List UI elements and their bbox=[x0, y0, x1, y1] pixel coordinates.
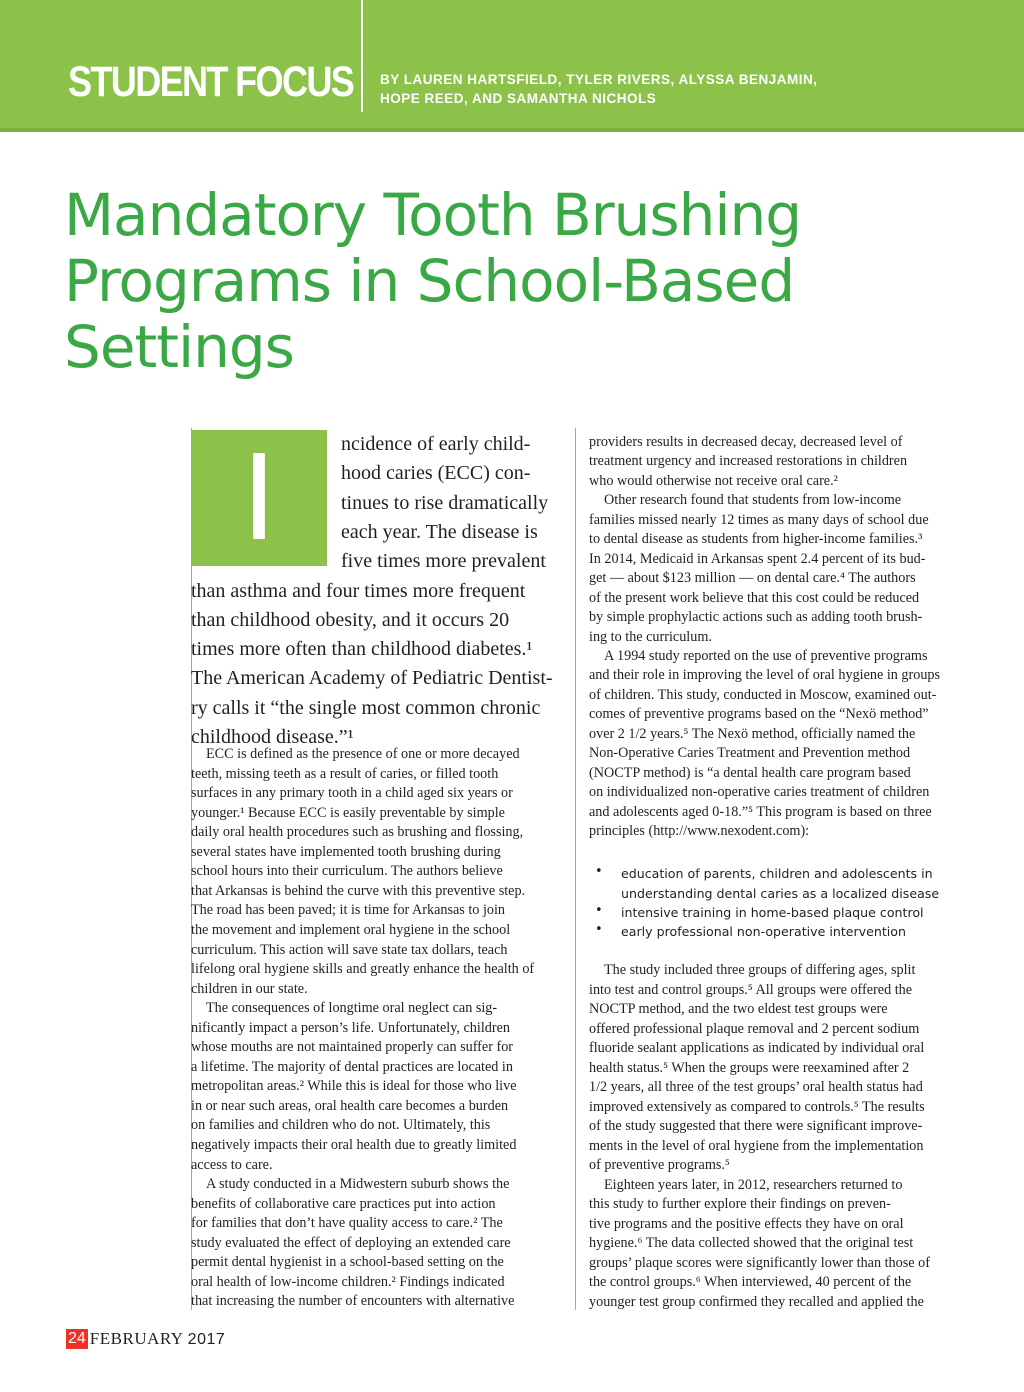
text-line: ncidence of early child- bbox=[341, 433, 531, 455]
issue-date bbox=[90, 1329, 225, 1349]
text-line: A 1994 study reported on the use of preventive programs bbox=[604, 647, 928, 664]
text-line: tive programs and the positive effects they have on oral bbox=[589, 1215, 904, 1232]
text-line: permit dental hygienist in a school-based setting on the bbox=[191, 1254, 504, 1271]
text-line: than childhood obesity, and it occurs 20 bbox=[191, 608, 510, 631]
bullet-item-text: understanding dental caries as a localized disease bbox=[621, 885, 940, 901]
text-line: 1/2 years, all three of the test groups’ oral health status had bbox=[589, 1079, 923, 1095]
text-line: families missed nearly 12 times as many days of school due bbox=[589, 511, 929, 528]
text-line: Eighteen years later, in 2012, researchers returned to bbox=[604, 1176, 903, 1193]
page-folio bbox=[66, 1327, 225, 1351]
text-line: get — about $123 million — on dental care.⁴ The authors bbox=[589, 570, 916, 587]
text-line: Other research found that students from low-income bbox=[604, 492, 902, 509]
text-line: over 2 1/2 years.⁵ The Nexö method, officially named the bbox=[589, 725, 916, 742]
bullet-item-text: education of parents, children and adolescents in bbox=[621, 866, 933, 881]
text-line: in or near such areas, oral health care becomes a burden bbox=[191, 1097, 509, 1114]
text-line: of children. This study, conducted in Moscow, examined out- bbox=[589, 686, 937, 703]
byline-line: BY LAUREN HARTSFIELD, TYLER RIVERS, ALYSSA BENJAMIN, bbox=[380, 72, 818, 87]
bullet-item-text: intensive training in home-based plaque control bbox=[621, 905, 924, 920]
text-line: ing to the curriculum. bbox=[589, 628, 712, 645]
text-line: childhood disease.”¹ bbox=[191, 726, 354, 748]
text-line: several states have implemented tooth brushing during bbox=[191, 843, 501, 860]
text-line: the movement and implement oral hygiene in the school bbox=[191, 921, 511, 938]
title-line: Settings bbox=[64, 313, 294, 381]
text-line: metropolitan areas.² While this is ideal for those who live bbox=[191, 1078, 517, 1095]
text-line: In 2014, Medicaid in Arkansas spent 2.4 percent of its bud- bbox=[589, 550, 926, 567]
text-line: to dental disease as students from higher-income families.³ bbox=[589, 531, 923, 548]
text-line: into test and control groups.⁵ All groups were offered the bbox=[589, 981, 913, 998]
text-line: ECC is defined as the presence of one or more decayed bbox=[206, 746, 520, 762]
text-line: times more often than childhood diabetes.¹ bbox=[191, 638, 533, 661]
text-line: ments in the level of oral hygiene from the implementation bbox=[589, 1137, 924, 1154]
text-line: NOCTP method, and the two eldest test groups were bbox=[589, 1001, 888, 1017]
text-line: by simple prophylactic actions such as adding tooth brush- bbox=[589, 609, 923, 626]
text-line: The consequences of longtime oral neglect can sig- bbox=[206, 1000, 498, 1017]
text-line: comes of preventive programs based on the “Nexö method” bbox=[589, 706, 929, 723]
text-line: of the study suggested that there were significant improve- bbox=[589, 1118, 923, 1134]
text-line: treatment urgency and increased restorations in children bbox=[589, 453, 908, 470]
text-line: ry calls it “the single most common chronic bbox=[191, 696, 541, 719]
text-line: benefits of collaborative care practices put into action bbox=[191, 1195, 496, 1212]
text-line: of preventive programs.⁵ bbox=[589, 1157, 730, 1173]
text-line: curriculum. This action will save state tax dollars, teach bbox=[191, 941, 508, 958]
text-line: improved extensively as compared to controls.⁵ The results bbox=[589, 1098, 925, 1115]
text-line: negatively impacts their oral health due to greatly limited bbox=[191, 1137, 517, 1153]
page-number: 24 bbox=[68, 1330, 86, 1347]
bullet-item-text: early professional non-operative intervention bbox=[621, 924, 906, 939]
text-line: study evaluated the effect of deploying an extended care bbox=[191, 1234, 511, 1251]
bullet-icon: • bbox=[595, 903, 603, 918]
text-line: this study to further explore their findings on preven- bbox=[589, 1196, 891, 1212]
section-label: STUDENT FOCUS bbox=[68, 58, 354, 106]
text-line: fluoride sealant applications as indicated by individual oral bbox=[589, 1040, 925, 1056]
text-line: surfaces in any primary tooth in a child aged six years or bbox=[191, 785, 513, 802]
text-line: five times more prevalent bbox=[341, 550, 546, 573]
text-line: access to care. bbox=[191, 1156, 273, 1173]
text-line: oral health of low-income children.² Findings indicated bbox=[191, 1273, 505, 1290]
text-line: children in our state. bbox=[191, 980, 308, 997]
text-line: groups’ plaque scores were significantly lower than those of bbox=[589, 1254, 930, 1271]
text-line: principles (http://www.nexodent.com): bbox=[589, 823, 810, 839]
right-column-rule bbox=[575, 428, 576, 1310]
text-line: that increasing the number of encounters with alternative bbox=[191, 1293, 515, 1310]
text-line: health status.⁵ When the groups were reexamined after 2 bbox=[589, 1059, 910, 1076]
text-line: on families and children who do not. Ultimately, this bbox=[191, 1117, 491, 1134]
text-line: daily oral health procedures such as brushing and flossing, bbox=[191, 824, 524, 841]
text-line: teeth, missing teeth as a result of caries, or filled tooth bbox=[191, 765, 499, 782]
text-line: lifelong oral hygiene skills and greatly enhance the health of bbox=[191, 961, 535, 978]
text-line: Non-Operative Caries Treatment and Prevention method bbox=[589, 745, 911, 762]
header-band bbox=[0, 0, 1024, 132]
bullet-icon: • bbox=[595, 864, 603, 879]
text-line: younger.¹ Because ECC is easily preventable by simple bbox=[191, 804, 505, 821]
text-line: on individualized non-operative caries treatment of children bbox=[589, 784, 930, 801]
byline bbox=[380, 70, 940, 108]
text-line: than asthma and four times more frequent bbox=[191, 579, 526, 602]
text-line: hood caries (ECC) con- bbox=[341, 462, 531, 485]
byline-line: HOPE REED, AND SAMANTHA NICHOLS bbox=[380, 91, 657, 106]
text-line: (NOCTP method) is “a dental health care program based bbox=[589, 764, 911, 781]
header-divider bbox=[361, 0, 363, 112]
issue-month: FEBRUARY bbox=[89, 1329, 183, 1348]
text-line: and adolescents aged 0-18.”⁵ This program is based on three bbox=[589, 803, 932, 820]
title-line: Programs in School-Based bbox=[64, 247, 795, 315]
issue-year: 2017 bbox=[187, 1331, 226, 1348]
text-line: a lifetime. The majority of dental practices are located in bbox=[191, 1058, 513, 1075]
text-line: A study conducted in a Midwestern suburb shows the bbox=[206, 1176, 510, 1193]
text-line: that Arkansas is behind the curve with this preventive step. bbox=[191, 882, 526, 899]
title-line: Mandatory Tooth Brushing bbox=[64, 181, 802, 249]
text-line: offered professional plaque removal and 2 percent sodium bbox=[589, 1020, 920, 1037]
text-line: for families that don’t have quality access to care.² The bbox=[191, 1215, 503, 1232]
text-line: nificantly impact a person’s life. Unfortunately, children bbox=[191, 1019, 510, 1036]
text-line: The study included three groups of differing ages, split bbox=[604, 962, 916, 978]
text-line: younger test group confirmed they recalled and applied the bbox=[589, 1293, 924, 1310]
article-title bbox=[64, 182, 964, 380]
text-line: The American Academy of Pediatric Dentist- bbox=[191, 667, 553, 690]
text-line: The road has been paved; it is time for Arkansas to join bbox=[191, 902, 506, 919]
text-line: providers results in decreased decay, decreased level of bbox=[589, 434, 903, 450]
text-line: each year. The disease is bbox=[341, 520, 538, 543]
text-line: who would otherwise not receive oral care.² bbox=[589, 472, 838, 489]
text-line: hygiene.⁶ The data collected showed that the original test bbox=[589, 1235, 914, 1251]
text-line: of the present work believe that this cost could be reduced bbox=[589, 589, 920, 606]
text-line: and their role in improving the level of oral hygiene in groups bbox=[589, 667, 941, 684]
text-line: tinues to rise dramatically bbox=[341, 491, 549, 514]
text-line: whose mouths are not maintained properly can suffer for bbox=[191, 1039, 514, 1056]
bullet-icon: • bbox=[595, 922, 603, 937]
drop-cap: I bbox=[191, 430, 327, 566]
text-line: the control groups.⁶ When interviewed, 40 percent of the bbox=[589, 1274, 912, 1290]
text-line: school hours into their curriculum. The authors believe bbox=[191, 863, 503, 880]
